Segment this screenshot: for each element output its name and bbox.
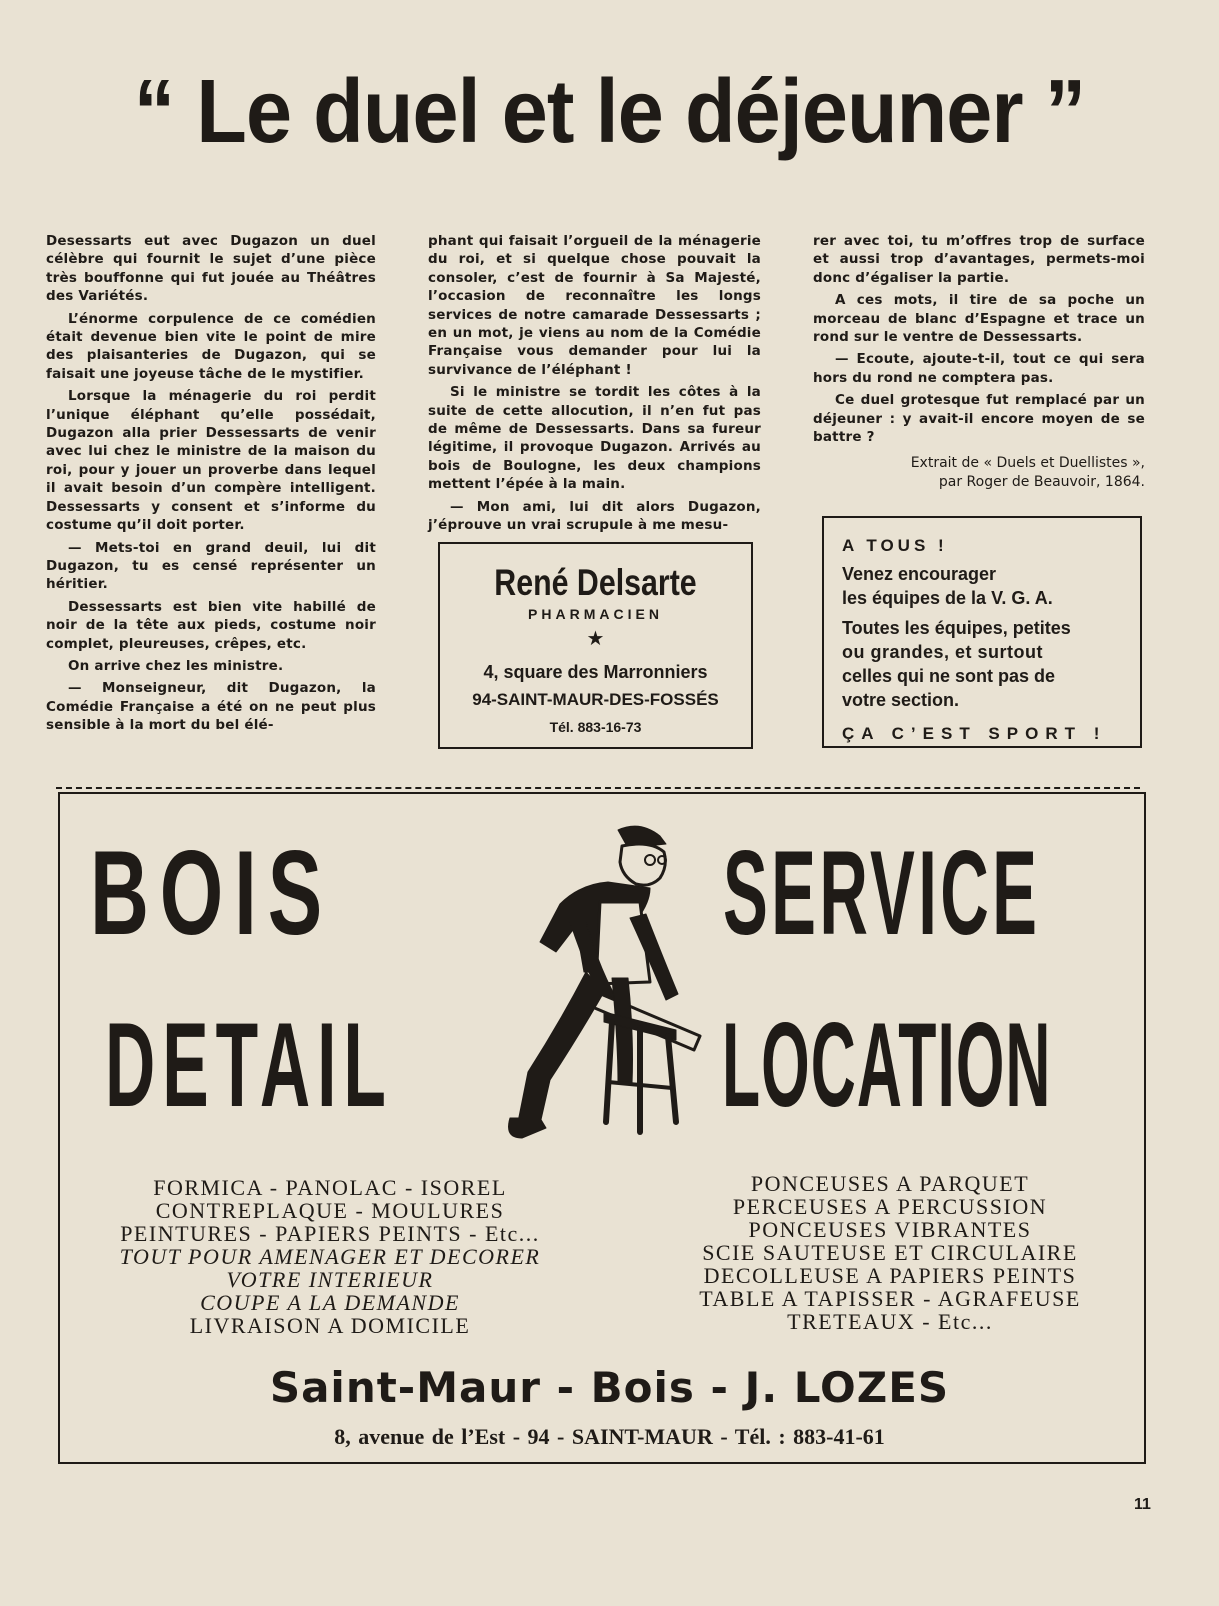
paragraph: phant qui faisait l’orgueil de la ménagerie du roi, et si quelque chose pouvait la consoler, c’est de fournir à Sa Majesté, l’occasion de reconnaître les longs services de notre camarade Dessessarts ; en un mot, je viens au nom de la Comédie Française vous demander pour lui la survivance de l’éléphant ! <box>428 233 761 378</box>
vga-line: celles qui ne sont pas de <box>842 666 1056 686</box>
paragraph: Lorsque la ménagerie du roi perdit l’unique éléphant qu’elle possédait, Dugazon alla prier Dessessarts de venir avec lui chez le ministre de la maison du roi, pour y jouer un proverbe dans lequel il avait besoin d’un compère intelligent. Dessessarts y consent et s’informe du costume qu’il doit porter. <box>46 388 376 534</box>
vga-notice <box>822 516 1142 748</box>
pharmacy-address-line: 4, square des Marronniers <box>483 662 708 682</box>
article-column-3 <box>813 232 1145 450</box>
products-list <box>80 1176 580 1337</box>
paragraph: Si le ministre se tordit les côtes à la suite de cette allocution, il n’en fut pas de même de Dessessarts. Dans sa fureur légitime, il provoque Dugazon. Arrivés au bois de Boulogne, les deux champions mettent l’épée à la main. <box>428 384 761 493</box>
list-item: PONCEUSES VIBRANTES <box>748 1217 1032 1242</box>
vga-heading: A TOUS ! <box>842 536 948 555</box>
vga-line: Venez encourager <box>842 564 997 584</box>
vga-line: ou grandes, et surtout <box>842 642 1044 662</box>
paragraph: Ce duel grotesque fut remplacé par un déjeuner : y avait-il encore moyen de se battre ? <box>813 392 1145 446</box>
list-item: TOUT POUR AMENAGER ET DECORER <box>119 1244 541 1269</box>
pharmacy-role: PHARMACIEN <box>528 606 663 622</box>
list-item: PONCEUSES A PARQUET <box>750 1171 1030 1196</box>
list-item: FORMICA - PANOLAC - ISOREL <box>153 1175 507 1200</box>
list-item: LIVRAISON A DOMICILE <box>189 1313 471 1338</box>
list-item: VOTRE INTERIEUR <box>226 1267 434 1292</box>
ad-address: 8, avenue de l’Est - 94 - SAINT-MAUR - Tél. : 883-41-61 <box>334 1424 885 1449</box>
list-item: DECOLLEUSE A PAPIERS PEINTS <box>703 1263 1077 1288</box>
paragraph: — Ecoute, ajoute-t-il, tout ce qui sera hors du rond ne comptera pas. <box>813 351 1145 386</box>
pharmacy-name: René Delsarte <box>494 562 697 603</box>
rental-list <box>640 1172 1140 1333</box>
star-icon: ★ <box>586 628 605 650</box>
ad-word-bois: BOIS <box>90 826 334 960</box>
pharmacy-city: 94-SAINT-MAUR-DES-FOSSÉS <box>472 690 719 709</box>
article-credit <box>813 454 1145 492</box>
paragraph: Dessessarts est bien vite habillé de noir de la tête aux pieds, costume noir complet, pleureuses, crêpes, etc. <box>46 598 376 652</box>
article-title: “ Le duel et le déjeuner ” <box>133 62 1086 162</box>
vga-slogan: ÇA C’EST SPORT ! <box>842 724 1107 743</box>
carpenter-illustration <box>500 822 710 1152</box>
paragraph: On arrive chez les ministre. <box>68 657 284 674</box>
list-item: TABLE A TAPISSER - AGRAFEUSE <box>699 1286 1081 1311</box>
page-number: 11 <box>1134 1496 1151 1513</box>
paragraph: — Mets-toi en grand deuil, lui dit Dugazon, tu es censé représenter un héritier. <box>46 539 376 593</box>
list-item: SCIE SAUTEUSE ET CIRCULAIRE <box>702 1240 1078 1265</box>
pharmacy-ad <box>438 542 753 749</box>
vga-line: votre section. <box>842 690 960 710</box>
paragraph: — Mon ami, lui dit alors Dugazon, j’éprouve un vrai scrupule à me mesu- <box>428 498 761 534</box>
ad-divider <box>56 787 1140 789</box>
paragraph: A ces mots, il tire de sa poche un morceau de blanc d’Espagne et trace un rond sur le ventre de Dessessarts. <box>813 292 1145 346</box>
pharmacy-phone: Tél. 883-16-73 <box>549 719 642 735</box>
list-item: PEINTURES - PAPIERS PEINTS - Etc... <box>120 1221 540 1246</box>
paragraph: L’énorme corpulence de ce comédien était devenue bien vite le point de mire des plaisanteries de Dugazon, qui se faisait une joyeuse tâche de le mystifier. <box>46 310 376 382</box>
paragraph: rer avec toi, tu m’offres trop de surface et aussi trop d’avantages, permets-moi donc d’égaliser la partie. <box>813 233 1145 286</box>
credit-line: Extrait de « Duels et Duellistes », <box>910 455 1145 471</box>
ad-brand: Saint-Maur - Bois - J. LOZES <box>269 1363 950 1412</box>
paragraph: — Monseigneur, dit Dugazon, la Comédie Française a été on ne peut plus sensible à la mort du bel élé- <box>46 680 376 734</box>
article-column-1 <box>46 232 376 739</box>
ad-word-detail: DETAIL <box>105 998 393 1132</box>
list-item: CONTREPLAQUE - MOULURES <box>155 1198 505 1223</box>
ad-word-location: LOCATION <box>722 998 1052 1132</box>
list-item: TRETEAUX - Etc... <box>787 1309 993 1334</box>
list-item: PERCEUSES A PERCUSSION <box>732 1194 1048 1219</box>
vga-line: les équipes de la V. G. A. <box>842 588 1053 608</box>
credit-line: par Roger de Beauvoir, 1864. <box>938 474 1145 490</box>
ad-word-service: SERVICE <box>723 826 1041 960</box>
article-column-2 <box>428 232 761 539</box>
list-item: COUPE A LA DEMANDE <box>200 1290 460 1315</box>
paragraph: Desessarts eut avec Dugazon un duel célèbre qui fournit le sujet d’une pièce très bouffonne qui fut jouée au Théâtres des Variétés. <box>46 233 376 305</box>
vga-line: Toutes les équipes, petites <box>842 618 1071 638</box>
